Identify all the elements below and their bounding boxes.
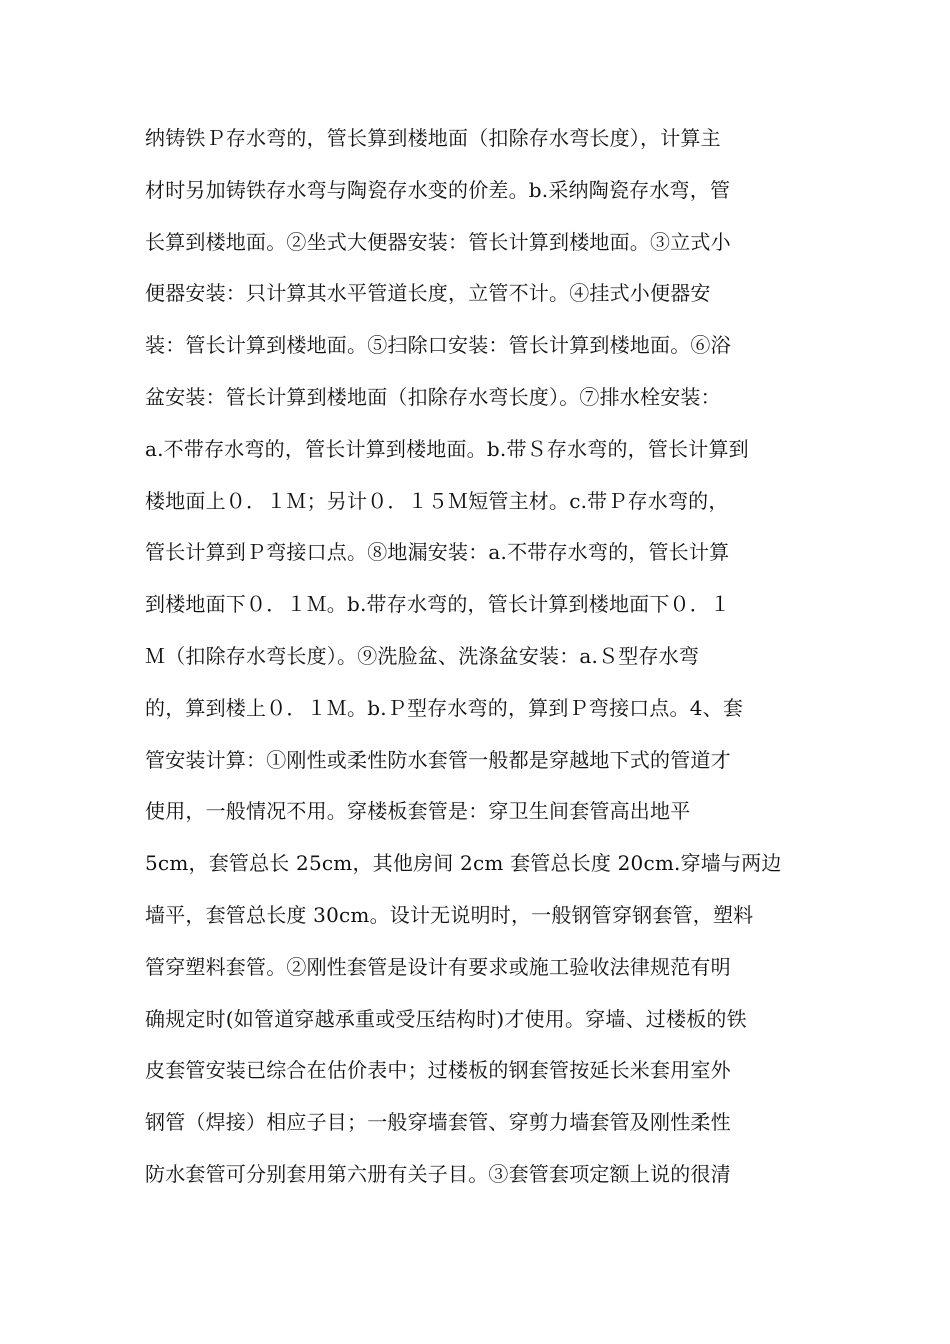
text-line: 管穿塑料套管。②刚性套管是设计有要求或施工验收法律规范有明 [145, 954, 731, 979]
text-line: 防水套管可分别套用第六册有关子目。③套管套项定额上说的很清 [145, 1161, 731, 1186]
text-line: 楼地面上０．１Ｍ；另计０．１５Ｍ短管主材。c.带Ｐ存水弯的， [145, 488, 729, 513]
text-line: 皮套管安装已综合在估价表中；过楼板的钢套管按延长米套用室外 [145, 1058, 731, 1083]
text-line: 到楼地面下０．１Ｍ。b.带存水弯的，管长计算到楼地面下０．１ [145, 592, 731, 617]
text-line: 确规定时(如管道穿越承重或受压结构时)才使用。穿墙、过楼板的铁 [145, 1006, 747, 1031]
body-text [145, 118, 825, 1206]
text-line: Ｍ（扣除存水弯长度）。⑨洗脸盆、洗涤盆安装：a.Ｓ型存水弯 [145, 643, 700, 668]
text-line: 材时另加铸铁存水弯与陶瓷存水变的价差。b.采纳陶瓷存水弯，管 [145, 177, 731, 202]
text-line: 使用，一般情况不用。穿楼板套管是：穿卫生间套管高出地平 [145, 799, 691, 824]
text-line: 盆安装：管长计算到楼地面（扣除存水弯长度）。⑦排水栓安装： [145, 384, 721, 409]
text-line: 墙平，套管总长度 30cm。设计无说明时，一般钢管穿钢套管，塑料 [145, 902, 754, 927]
text-line: 管安装计算：①刚性或柔性防水套管一般都是穿越地下式的管道才 [145, 747, 731, 772]
text-line: 管长计算到Ｐ弯接口点。⑧地漏安装：a.不带存水弯的，管长计算 [145, 540, 730, 565]
text-line: 长算到楼地面。②坐式大便器安装：管长计算到楼地面。③立式小 [145, 229, 731, 254]
text-line: 纳铸铁Ｐ存水弯的，管长算到楼地面（扣除存水弯长度），计算主 [145, 126, 721, 150]
text-line: 5cm，套管总长 25cm，其他房间 2cm 套管总长度 20cm.穿墙与两边 [145, 851, 782, 876]
text-line: a.不带存水弯的，管长计算到楼地面。b.带Ｓ存水弯的，管长计算到 [145, 436, 749, 461]
text-line: 装：管长计算到楼地面。⑤扫除口安装：管长计算到楼地面。⑥浴 [145, 333, 731, 358]
text-line: 钢管（焊接）相应子目；一般穿墙套管、穿剪力墙套管及刚性柔性 [145, 1110, 731, 1135]
text-line: 便器安装：只计算其水平管道长度，立管不计。④挂式小便器安 [145, 281, 711, 306]
text-line: 的，算到楼上０．１Ｍ。b.Ｐ型存水弯的，算到Ｐ弯接口点。4、套 [145, 695, 744, 720]
